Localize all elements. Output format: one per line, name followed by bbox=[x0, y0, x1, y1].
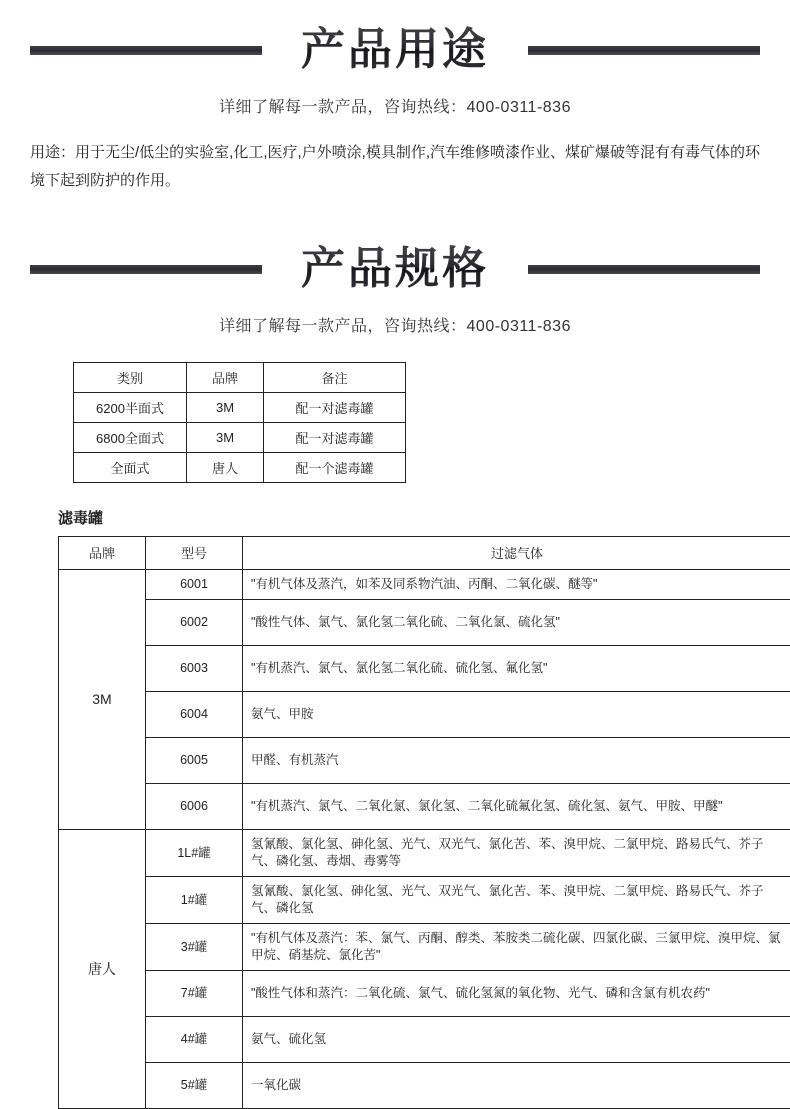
table-row bbox=[59, 692, 790, 738]
table-row bbox=[59, 1017, 790, 1063]
canister-header-brand: 品牌 bbox=[59, 537, 146, 570]
canister-header-model: 型号 bbox=[146, 537, 243, 570]
canister-model: 1#罐 bbox=[146, 877, 243, 924]
canister-gas: "有机气体及蒸汽：苯、氯气、丙酮、醇类、苯胺类二硫化碳、四氯化碳、三氯甲烷、溴甲烷、氯甲烷、硝基烷、氯化苦" bbox=[243, 924, 790, 971]
usage-banner-title: 产品用途 bbox=[295, 18, 495, 82]
canister-brand-tangren: 唐人 bbox=[59, 830, 146, 1109]
canister-model: 6004 bbox=[146, 692, 243, 738]
spec-table-wrapper bbox=[30, 362, 760, 483]
canister-model: 6001 bbox=[146, 570, 243, 600]
spec-banner-bar-right bbox=[528, 265, 760, 274]
spec-table bbox=[73, 362, 406, 483]
canister-model: 1L#罐 bbox=[146, 830, 243, 877]
canister-gas: 氨气、硫化氢 bbox=[243, 1017, 790, 1063]
canister-header-gas: 过滤气体 bbox=[243, 537, 790, 570]
table-row bbox=[59, 738, 790, 784]
banner-bar-left bbox=[30, 46, 262, 55]
spec-header-brand: 品牌 bbox=[187, 363, 264, 393]
spec-hotline: 详细了解每一款产品，咨询热线：400-0311-836 bbox=[30, 313, 760, 336]
canister-gas: "有机蒸汽、氯气、二氧化氯、氯化氢、二氧化硫氟化氢、硫化氢、氨气、甲胺、甲醚" bbox=[243, 784, 790, 830]
product-detail-page bbox=[0, 18, 790, 1109]
usage-description: 用途：用于无尘/低尘的实验室,化工,医疗,户外喷涂,模具制作,汽车维修喷漆作业、煤矿爆破等混有有毒气体的环境下起到防护的作用。 bbox=[30, 139, 760, 195]
canister-gas: 氢氰酸、氯化氢、砷化氢、光气、双光气、氯化苦、苯、溴甲烷、二氯甲烷、路易氏气、芥子气、磷化氢 bbox=[243, 877, 790, 924]
banner-bar-right bbox=[528, 46, 760, 55]
canister-model: 6003 bbox=[146, 646, 243, 692]
canister-gas: "酸性气体和蒸汽：二氧化硫、氯气、硫化氢氮的氧化物、光气、磷和含氯有机农药" bbox=[243, 971, 790, 1017]
table-row bbox=[59, 830, 790, 877]
spec-cell-category: 6200半面式 bbox=[74, 393, 187, 423]
spec-banner bbox=[30, 237, 760, 301]
canister-model: 5#罐 bbox=[146, 1063, 243, 1109]
canister-gas: 一氧化碳 bbox=[243, 1063, 790, 1109]
canister-brand-3m: 3M bbox=[59, 570, 146, 830]
table-row bbox=[59, 924, 790, 971]
table-row bbox=[59, 600, 790, 646]
canister-table-wrapper bbox=[30, 536, 760, 1109]
table-row bbox=[59, 537, 790, 570]
canister-section-label: 滤毒罐 bbox=[58, 507, 760, 528]
spec-cell-category: 全面式 bbox=[74, 453, 187, 483]
usage-hotline: 详细了解每一款产品，咨询热线：400-0311-836 bbox=[30, 94, 760, 117]
canister-gas: "酸性气体、氯气、氯化氢二氧化硫、二氧化氯、硫化氢" bbox=[243, 600, 790, 646]
spec-header-category: 类别 bbox=[74, 363, 187, 393]
spec-cell-brand: 3M bbox=[187, 393, 264, 423]
canister-gas: 甲醛、有机蒸汽 bbox=[243, 738, 790, 784]
table-row bbox=[59, 570, 790, 600]
table-row bbox=[59, 646, 790, 692]
canister-model: 6005 bbox=[146, 738, 243, 784]
spec-cell-brand: 唐人 bbox=[187, 453, 264, 483]
table-row bbox=[74, 363, 406, 393]
table-row bbox=[59, 1063, 790, 1109]
spec-header-remark: 备注 bbox=[264, 363, 406, 393]
canister-model: 3#罐 bbox=[146, 924, 243, 971]
canister-model: 6002 bbox=[146, 600, 243, 646]
spec-cell-remark: 配一对滤毒罐 bbox=[264, 393, 406, 423]
table-row bbox=[74, 453, 406, 483]
spec-cell-remark: 配一对滤毒罐 bbox=[264, 423, 406, 453]
canister-model: 7#罐 bbox=[146, 971, 243, 1017]
canister-model: 4#罐 bbox=[146, 1017, 243, 1063]
canister-gas: "有机气体及蒸汽，如苯及同系物汽油、丙酮、二氧化碳、醚等" bbox=[243, 570, 790, 600]
canister-model: 6006 bbox=[146, 784, 243, 830]
spec-banner-bar-left bbox=[30, 265, 262, 274]
canister-gas: 氨气、甲胺 bbox=[243, 692, 790, 738]
spec-banner-title: 产品规格 bbox=[295, 237, 495, 301]
canister-gas: "有机蒸汽、氯气、氯化氢二氧化硫、硫化氢、氟化氢" bbox=[243, 646, 790, 692]
table-row bbox=[74, 393, 406, 423]
table-row bbox=[59, 971, 790, 1017]
canister-table bbox=[58, 536, 790, 1109]
spec-cell-brand: 3M bbox=[187, 423, 264, 453]
table-row bbox=[59, 877, 790, 924]
spec-cell-category: 6800全面式 bbox=[74, 423, 187, 453]
usage-banner bbox=[30, 18, 760, 82]
spec-cell-remark: 配一个滤毒罐 bbox=[264, 453, 406, 483]
table-row bbox=[59, 784, 790, 830]
table-row bbox=[74, 423, 406, 453]
canister-gas: 氢氰酸、氯化氢、砷化氢、光气、双光气、氯化苦、苯、溴甲烷、二氯甲烷、路易氏气、芥子气、磷化氢、毒烟、毒雾等 bbox=[243, 830, 790, 877]
